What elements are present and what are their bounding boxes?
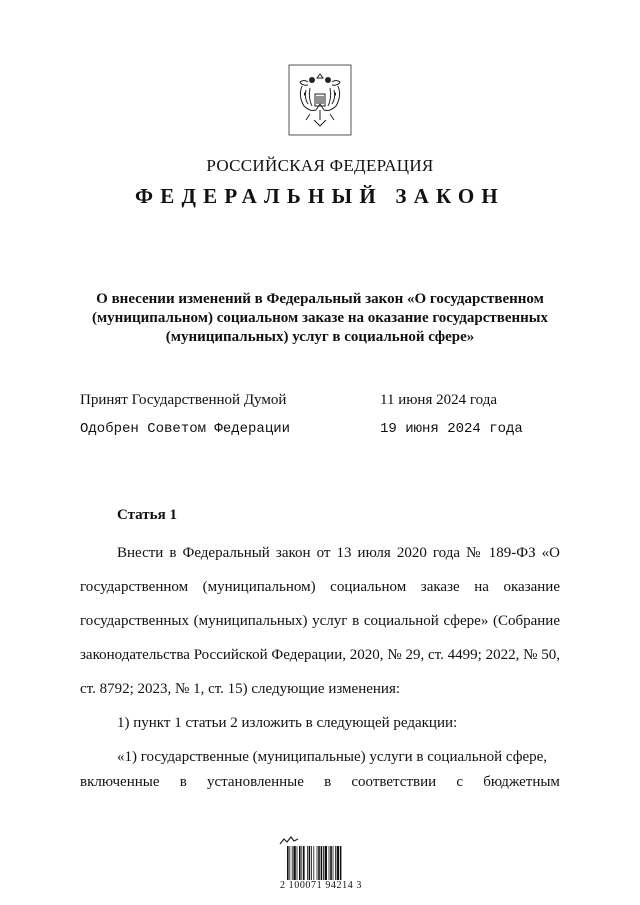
document-type-heading: ФЕДЕРАЛЬНЫЙ ЗАКОН [135,184,505,208]
quote-word: с [456,774,464,790]
quote-word: в [179,774,187,790]
article-quote-paragraph: «1) государственные (муниципальные) услуги в социальной сфере, [117,749,548,765]
barcode-number: 2 100071 94214 3 [279,880,363,891]
quote-word: бюджетным [483,774,560,790]
quote-word: установленные [206,774,304,790]
quote-word: в [324,774,332,790]
article-heading: Статья 1 [117,507,177,523]
barcode-mark-icon [278,836,302,846]
quote-word: включенные [80,774,160,790]
law-title: О внесении изменений в Федеральный закон «О государственном (муниципальном) социальном заказе на оказание государственных (муниципальных) услуг в социальной сфере» [91,291,549,345]
duma-label: Принят Государственной Думой [80,392,287,408]
council-label: Одобрен Советом Федерации [80,421,291,437]
article-intro-paragraph: Внести в Федеральный закон от 13 июля 2020 года № 189-ФЗ «О государственном (муниципальном) социальном заказе на оказание государственных (муниципальных) услуг в социальной сфере» (Собрание законодательства Российской Федерации, 2020, № 29, ст. 4499; 2022, № 50, ст. 8792; 2023, № 1, ст. 15) следующие изменения: [80,545,560,697]
article-item-paragraph: 1) пункт 1 статьи 2 изложить в следующей редакции: [117,715,458,731]
quote-word: соответствии [351,774,437,790]
country-heading: РОССИЙСКАЯ ФЕДЕРАЦИЯ [206,156,434,175]
coat-of-arms-icon [288,64,352,136]
duma-date: 11 июня 2024 года [380,392,497,408]
barcode-icon [286,846,356,880]
article-quote-continuation [80,774,560,791]
council-date: 19 июня 2024 года [380,421,523,437]
